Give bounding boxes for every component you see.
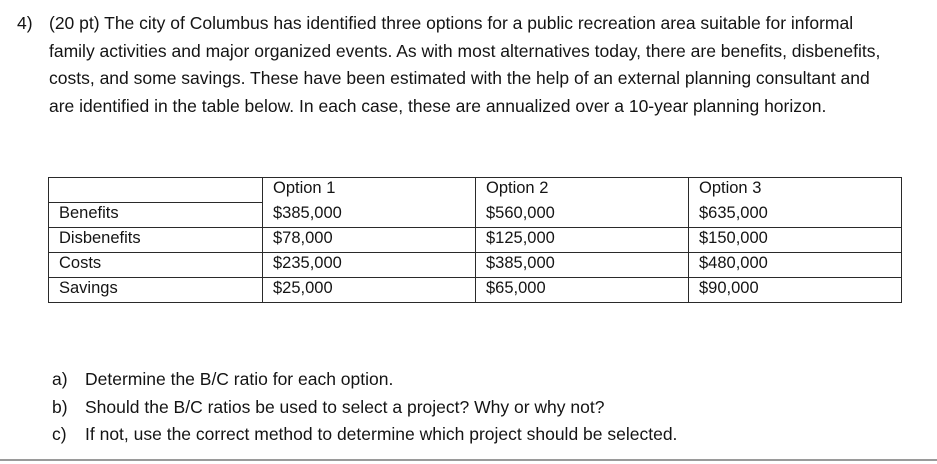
question-text: Should the B/C ratios be used to select a project? Why or why not? (85, 396, 605, 417)
row-label: Disbenefits (49, 228, 263, 253)
row-label: Savings (49, 278, 263, 303)
table-cell: $78,000 (263, 228, 476, 253)
table-header-cell: Option 3 (689, 178, 902, 203)
table-cell: $560,000 (476, 203, 689, 228)
question-text: Determine the B/C ratio for each option. (85, 369, 394, 389)
table-cell: $385,000 (476, 253, 689, 278)
table-cell: $635,000 (689, 203, 902, 228)
question-letter: b) (52, 396, 68, 417)
table-row (49, 228, 902, 253)
row-label: Costs (49, 253, 263, 278)
table-header-cell: Option 2 (476, 178, 689, 203)
table-cell: $480,000 (689, 253, 902, 278)
table-row (49, 278, 902, 303)
table-cell: $125,000 (476, 228, 689, 253)
question-list (52, 366, 677, 449)
table-row (49, 253, 902, 278)
table-cell: $65,000 (476, 278, 689, 303)
row-label: Benefits (49, 203, 263, 228)
problem-statement (17, 10, 917, 120)
problem-text: (20 pt) The city of Columbus has identified three options for a public recreation area suitable for informal family activities and major organized events. As with most alternatives today, there are benefits, disbenefits, costs, and some savings. These have been estimated with the help of an external planning consultant and are identified in the table below. In each case, these are annualized over a 10-year planning horizon. (49, 13, 881, 116)
question-letter: c) (52, 424, 67, 445)
table-cell: $25,000 (263, 278, 476, 303)
table-header-row (49, 178, 902, 203)
question-item (52, 394, 677, 422)
question-text: If not, use the correct method to determine which project should be selected. (85, 424, 678, 445)
options-table (48, 177, 902, 303)
table-header-cell: Option 1 (263, 178, 476, 203)
table-header-cell (49, 178, 263, 203)
bottom-divider (0, 459, 937, 461)
table-row (49, 203, 902, 228)
question-item (52, 421, 677, 449)
problem-number: 4) (17, 13, 33, 33)
question-item (52, 366, 677, 394)
question-letter: a) (52, 369, 68, 389)
table-cell: $235,000 (263, 253, 476, 278)
table-cell: $150,000 (689, 228, 902, 253)
table-cell: $90,000 (689, 278, 902, 303)
table-cell: $385,000 (263, 203, 476, 228)
